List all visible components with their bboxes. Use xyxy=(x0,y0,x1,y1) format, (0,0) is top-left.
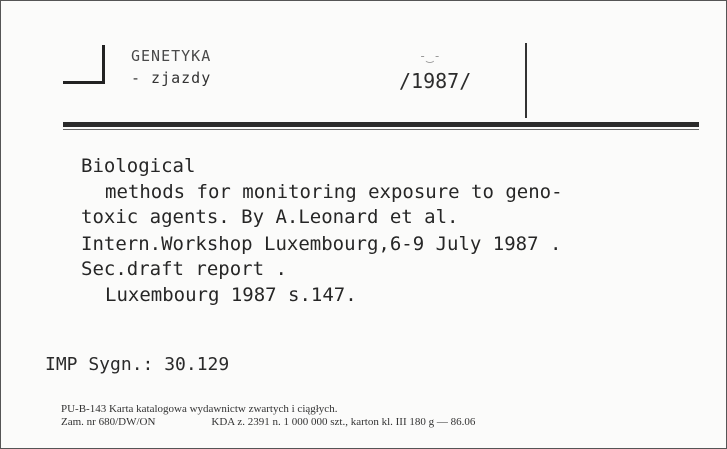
print-info: KDA z. 2391 n. 1 000 000 szt., karton kl. III 180 g — 86.06 xyxy=(211,416,476,428)
card-footer-line-1: PU-B-143 Karta katalogowa wydawnictw zwartych i ciągłych. xyxy=(61,403,338,415)
subject-heading: GENETYKA xyxy=(131,47,212,65)
entry-line-1: Biological xyxy=(81,155,196,177)
call-number: IMP Sygn.: 30.129 xyxy=(45,354,230,375)
entry-line-3: toxic agents. By A.Leonard et al. xyxy=(81,206,459,228)
vertical-divider xyxy=(525,43,527,118)
corner-mark-horizontal xyxy=(63,81,105,84)
order-number: Zam. nr 680/DW/ON xyxy=(61,416,156,428)
entry-line-4: Intern.Workshop Luxembourg,6-9 July 1987 . xyxy=(81,233,562,255)
corner-mark-vertical xyxy=(102,45,105,83)
entry-line-6: Luxembourg 1987 s.147. xyxy=(105,284,357,306)
entry-line-5: Sec.draft report . xyxy=(81,258,287,280)
entry-line-2: methods for monitoring exposure to geno- xyxy=(105,181,563,203)
subject-subheading: - zjazdy xyxy=(131,69,212,87)
pencil-mark: -‿- xyxy=(419,49,441,63)
header-rule-thick xyxy=(63,122,699,127)
header-rule-thin xyxy=(63,129,699,130)
handwritten-year: /1987/ xyxy=(399,69,472,93)
card-footer-line-2 xyxy=(61,416,475,428)
